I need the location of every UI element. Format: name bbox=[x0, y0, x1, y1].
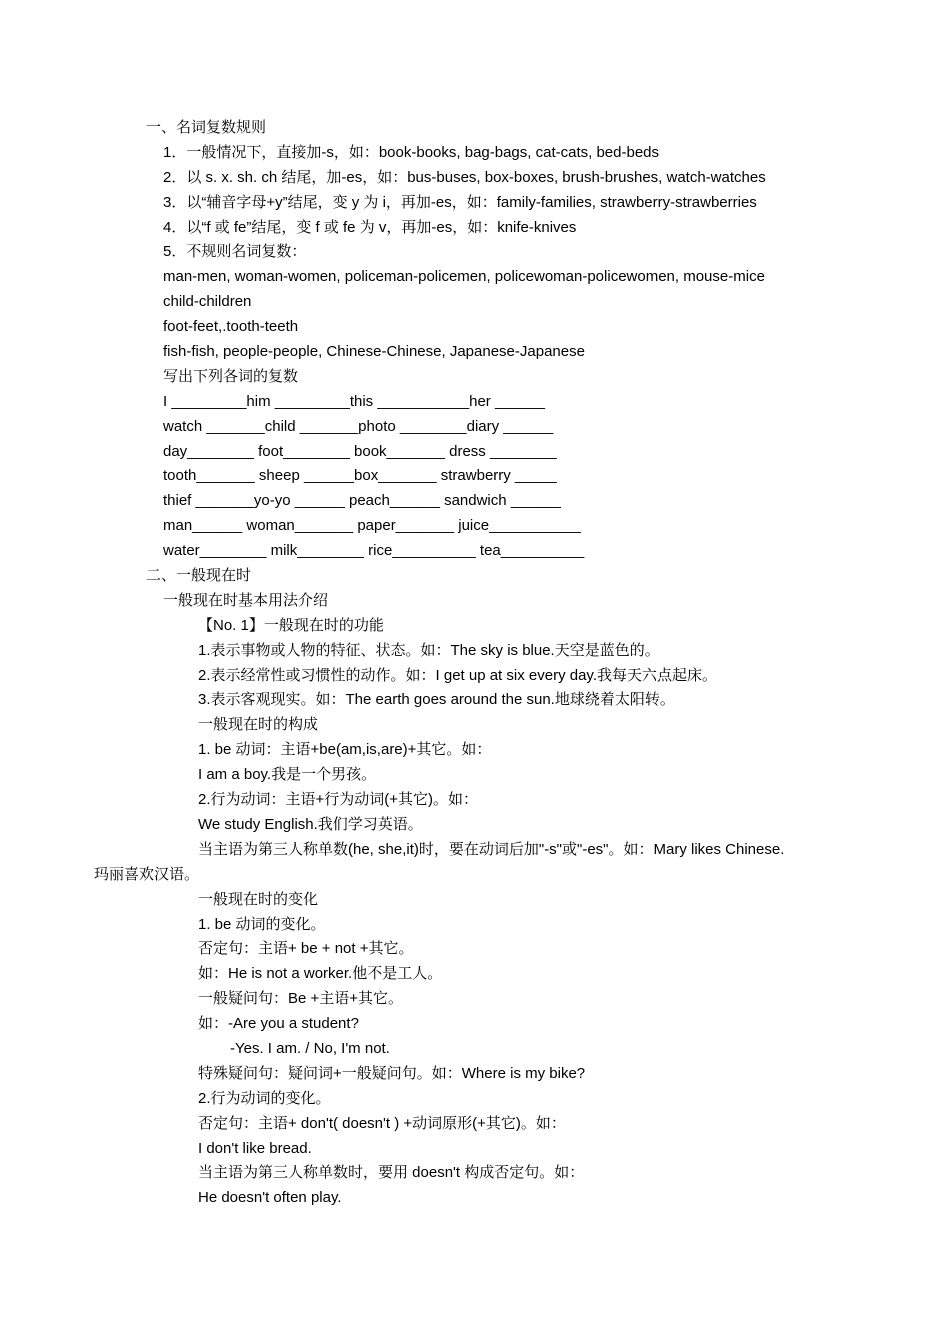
change-title: 一般现在时的变化 bbox=[198, 890, 319, 908]
action-negative-example: I don't like bread. bbox=[198, 1139, 312, 1157]
function-line-2: 2.表示经常性或习惯性的动作。如：I get up at six every day.我每天六点起床。 bbox=[198, 666, 717, 684]
third-person-rule-text: 当主语为第三人称单数(he, she,it)时，要在动词后加"-s"或"-es"。如：Mary likes Chinese. bbox=[198, 840, 785, 858]
irregular-line-4: fish-fish, people-people, Chinese-Chinese, Japanese-Japanese bbox=[163, 343, 585, 361]
document-body bbox=[94, 116, 826, 1211]
negative-rule: 否定句：主语+ be + not +其它。 bbox=[198, 940, 414, 958]
plural-rule-3: 3．以“辅音字母+y”结尾，变 y 为 i，再加-es，如：family-families, strawberry-strawberries bbox=[163, 193, 757, 211]
action-negative-rule: 否定句：主语+ don't( doesn't ) +动词原形(+其它)。如： bbox=[198, 1114, 566, 1132]
third-person-negative-rule: 当主语为第三人称单数时，要用 doesn't 构成否定句。如： bbox=[198, 1164, 585, 1182]
plural-rule-1: 1．一般情况下，直接加-s，如：book-books, bag-bags, cat-cats, bed-beds bbox=[163, 143, 660, 161]
third-person-negative-example: He doesn't often play. bbox=[198, 1189, 342, 1207]
exercise-line-2: watch _______child _______photo ________diary ______ bbox=[163, 417, 554, 435]
exercise-line-6: man______ woman_______ paper_______ juice___________ bbox=[163, 517, 581, 535]
action-verb-example: We study English.我们学习英语。 bbox=[198, 815, 423, 833]
question-example: 如：-Are you a student? bbox=[198, 1015, 359, 1033]
plural-rule-4: 4．以“f 或 fe”结尾，变 f 或 fe 为 v，再加-es，如：knife-knives bbox=[163, 218, 577, 236]
negative-example: 如：He is not a worker.他不是工人。 bbox=[198, 965, 443, 983]
exercise-line-1: I _________him _________this ___________her ______ bbox=[163, 392, 546, 410]
function-line-3: 3.表示客观现实。如：The earth goes around the sun.地球绕着太阳转。 bbox=[198, 691, 675, 709]
question-answer: -Yes. I am. / No, I'm not. bbox=[230, 1039, 390, 1057]
exercise-line-7: water________ milk________ rice__________ tea__________ bbox=[163, 542, 585, 560]
section2-intro: 一般现在时基本用法介绍 bbox=[163, 591, 329, 609]
exercise-line-5: thief _______yo-yo ______ peach______ sandwich ______ bbox=[163, 492, 561, 510]
exercise-line-4: tooth_______ sheep ______box_______ strawberry _____ bbox=[163, 467, 557, 485]
section1-heading: 一、名词复数规则 bbox=[146, 119, 267, 136]
function-line-1: 1.表示事物或人物的特征、状态。如：The sky is blue.天空是蓝色的。 bbox=[198, 641, 660, 659]
exercise-title: 写出下列各词的复数 bbox=[163, 367, 299, 385]
be-verb-rule: 1. be 动词：主语+be(am,is,are)+其它。如： bbox=[198, 741, 492, 759]
plural-rule-5: 5．不规则名词复数： bbox=[163, 243, 307, 261]
irregular-line-2: child-children bbox=[163, 293, 252, 311]
third-person-rule bbox=[94, 838, 826, 888]
exercise-line-3: day________ foot________ book_______ dress ________ bbox=[163, 442, 557, 460]
section2-heading: 二、一般现在时 bbox=[146, 567, 252, 585]
no1-title: 【No. 1】一般现在时的功能 bbox=[198, 616, 384, 634]
structure-title: 一般现在时的构成 bbox=[198, 716, 319, 734]
third-person-rule-cont: 玛丽喜欢汉语。 bbox=[94, 865, 200, 883]
question-rule: 一般疑问句：Be +主语+其它。 bbox=[198, 990, 404, 1008]
action-change: 2.行为动词的变化。 bbox=[198, 1089, 331, 1107]
plural-rule-2: 2．以 s. x. sh. ch 结尾，加-es，如：bus-buses, box-boxes, brush-brushes, watch-watches bbox=[163, 168, 766, 186]
irregular-line-3: foot-feet,.tooth-teeth bbox=[163, 318, 299, 336]
action-verb-rule: 2.行为动词：主语+行为动词(+其它)。如： bbox=[198, 791, 479, 809]
be-verb-example: I am a boy.我是一个男孩。 bbox=[198, 766, 377, 784]
irregular-line-1: man-men, woman-women, policeman-policemen, policewoman-policewomen, mouse-mice bbox=[163, 268, 765, 286]
be-change: 1. be 动词的变化。 bbox=[198, 915, 326, 933]
special-question-rule: 特殊疑问句：疑问词+一般疑问句。如：Where is my bike? bbox=[198, 1064, 586, 1082]
